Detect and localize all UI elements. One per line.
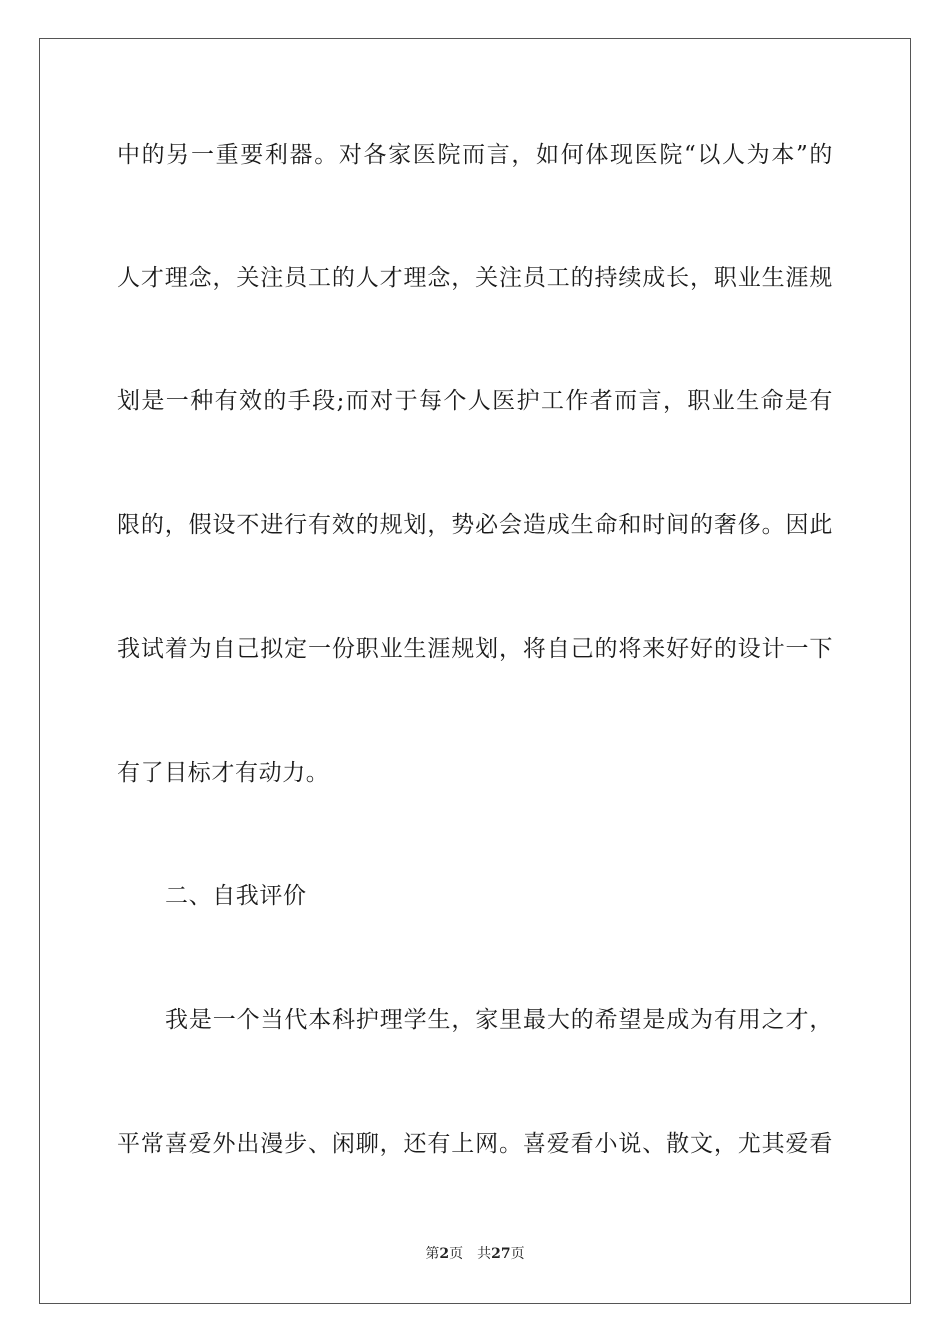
page-border xyxy=(39,38,911,1304)
paragraph2-line-1: 我是一个当代本科护理学生，家里最大的希望是成为有用之才， xyxy=(165,1007,833,1033)
body-line-3: 划是一种有效的手段;而对于每个人医护工作者而言，职业生命是有 xyxy=(117,388,833,414)
page-suffix: 页 xyxy=(449,1246,464,1262)
total-prefix: 共 xyxy=(477,1246,492,1262)
page-footer xyxy=(0,1245,950,1263)
page-prefix: 第 xyxy=(425,1246,440,1262)
section-heading: 二、自我评价 xyxy=(165,883,307,909)
page-total: 27 xyxy=(491,1246,511,1262)
body-line-6: 有了目标才有动力。 xyxy=(117,760,330,786)
page-current: 2 xyxy=(439,1246,450,1262)
body-line-4: 限的，假设不进行有效的规划，势必会造成生命和时间的奢侈。因此 xyxy=(117,512,833,538)
paragraph2-line-2: 平常喜爱外出漫步、闲聊，还有上网。喜爱看小说、散文，尤其爱看 xyxy=(117,1131,833,1157)
body-line-5: 我试着为自己拟定一份职业生涯规划，将自己的将来好好的设计一下 xyxy=(117,636,833,662)
body-line-2: 人才理念，关注员工的人才理念，关注员工的持续成长，职业生涯规 xyxy=(117,265,833,291)
body-line-1: 中的另一重要利器。对各家医院而言，如何体现医院“以人为本”的 xyxy=(117,142,833,168)
total-suffix: 页 xyxy=(510,1246,525,1262)
